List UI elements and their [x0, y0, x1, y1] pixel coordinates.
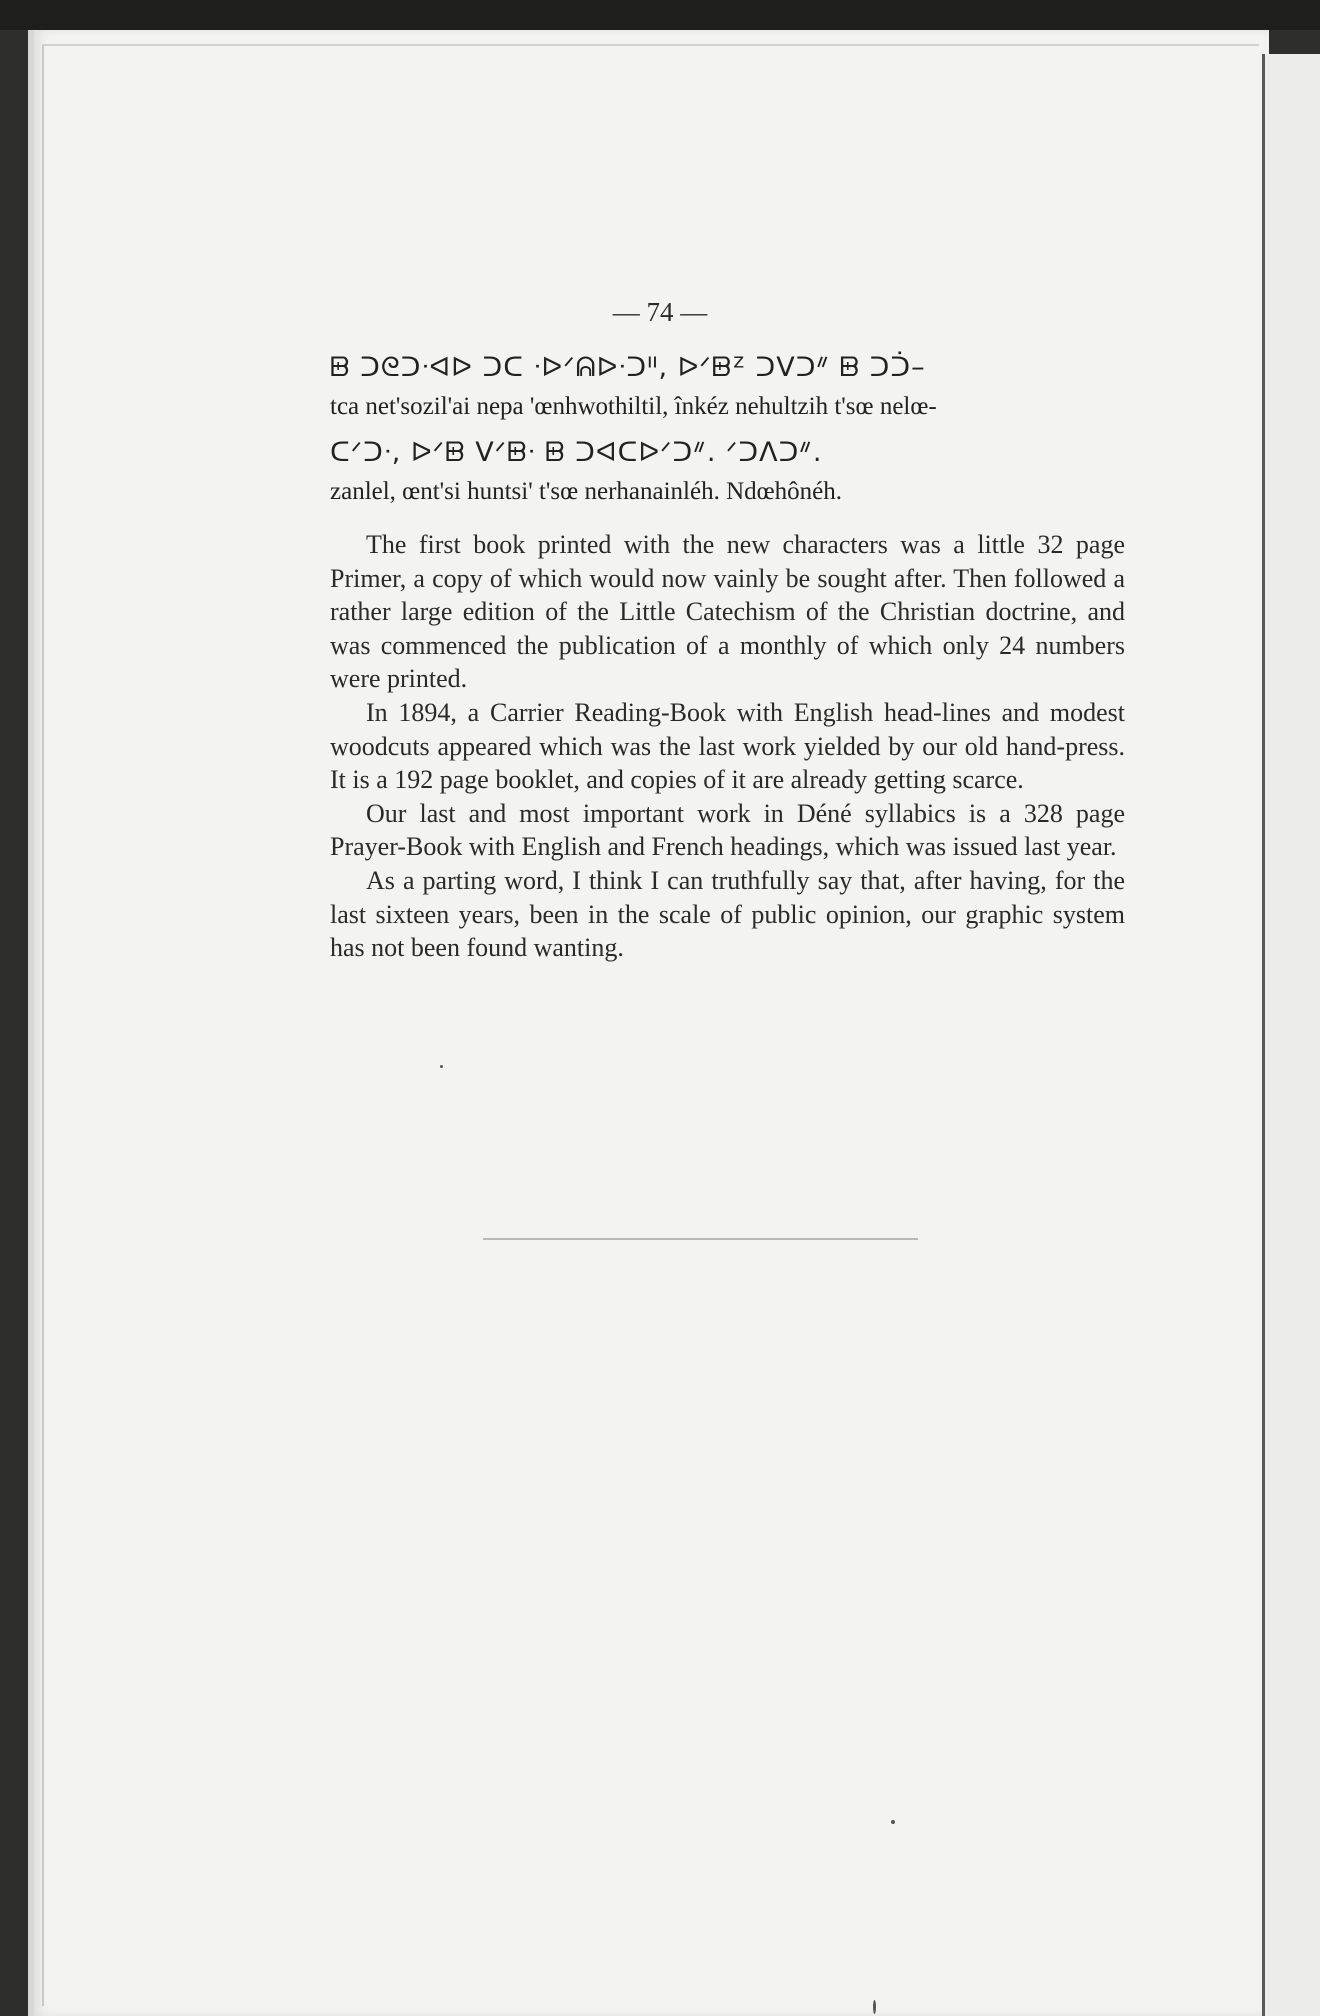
transliteration-line-1: tca net'sozil'ai nepa 'œnhwothiltil, înkéz nehultzih t'sœ nelœ-: [330, 393, 937, 420]
paragraph: In 1894, a Carrier Reading-Book with English head-lines and modest woodcuts appeared which was the last work yielded by our old hand-press. It is a 192 page booklet, and copies of it are already getting scarce.: [330, 697, 1125, 795]
syllabic-line-2: ᑕᐟᑐᐧ, ᐅᐟᗸ ᐯᐟᗸᐧ ᗸ ᑐᐊᑕᐅᐟᑐᐥ. ᐟᑐᐱᑐᐥ.: [330, 437, 823, 468]
transliteration-line-2: zanlel, œnt'si huntsi' t'sœ nerhanainléh. Ndœhônéh.: [330, 478, 843, 505]
scan-top-edge: [0, 0, 1320, 30]
paragraph: The first book printed with the new characters was a little 32 page Primer, a copy of which would now vainly be sought after. Then followed a rather large edition of the Little Catechism of the Christian doctrine, and was commenced the publication of a monthly of which only 24 numbers were printed.: [330, 530, 1125, 694]
paragraph: As a parting word, I think I can truthfully say that, after having, for the last sixteen years, been in the scale of public opinion, our graphic system has not been found wanting.: [330, 865, 1125, 963]
ink-speck: [873, 2000, 876, 2014]
page-border: [42, 44, 1259, 2006]
next-page-edge: [1262, 54, 1320, 2016]
syllabic-line-1: ᗸ ᑐᘓᑐᐧᐊᐅ ᑐᑕ ᐧᐅᐟᕱᐅᐧᑐᐦ, ᐅᐟᗸᙆ ᑐᐯᑐᐥ ᗸ ᑐᑑ–: [330, 352, 926, 383]
end-rule: [483, 1238, 918, 1240]
ink-speck: [891, 1820, 895, 1824]
body-text: [330, 528, 1125, 965]
page-number: — 74 —: [612, 297, 708, 327]
ink-speck: [440, 1065, 443, 1068]
paragraph: Our last and most important work in Déné syllabics is a 328 page Prayer-Book with English and French headings, which was issued last year.: [330, 798, 1125, 862]
